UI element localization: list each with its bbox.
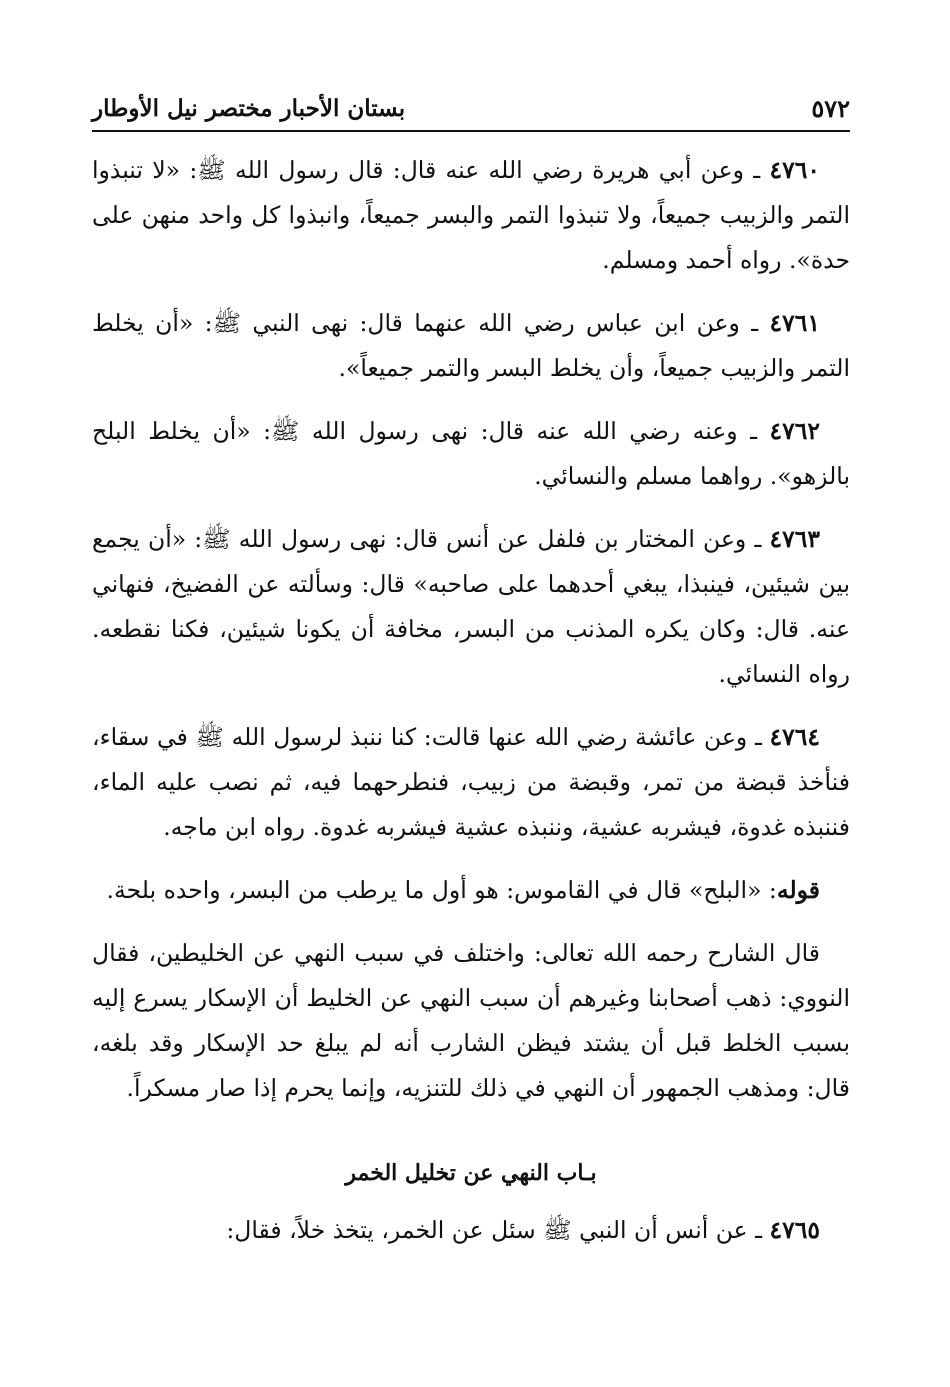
hadith-4762 bbox=[92, 409, 850, 499]
hadith-text: ـ وعن المختار بن فلفل عن أنس قال: نهى رسول الله ﷺ: «أن يجمع بين شيئين، فينبذا، يبغي أحدهما على صاحبه» قال: وسألته عن الفضيخ، فنهاني عنه. قال: وكان يكره المذنب من البسر، مخافة أن يكونا شيئين، فكنا نقطعه. رواه النسائي. bbox=[92, 525, 850, 688]
hadith-4760 bbox=[92, 148, 850, 283]
hadith-4761 bbox=[92, 301, 850, 391]
hadith-text: ـ وعن ابن عباس رضي الله عنهما قال: نهى النبي ﷺ: «أن يخلط التمر والزبيب جميعاً، وأن يخلط البسر والتمر جميعاً». bbox=[92, 309, 850, 382]
hadith-text: ـ وعن أبي هريرة رضي الله عنه قال: قال رسول الله ﷺ: «لا تنبذوا التمر والزبيب جميعاً، ولا تنبذوا التمر والبسر جميعاً، وانبذوا كل واحد منهن على حدة». رواه أحمد ومسلم. bbox=[92, 156, 850, 274]
hadith-text: ـ وعن عائشة رضي الله عنها قالت: كنا ننبذ لرسول الله ﷺ في سقاء، فنأخذ قبضة من تمر، وقبضة من زبيب، فنطرحهما فيه، ثم نصب عليه الماء، فننبذه غدوة، فيشربه عشية، وننبذه عشية فيشربه غدوة. رواه ابن ماجه. bbox=[92, 723, 850, 841]
commentary-paragraph bbox=[92, 868, 850, 913]
hadith-text: ـ وعنه رضي الله عنه قال: نهى رسول الله ﷺ: «أن يخلط البلح بالزهو». رواهما مسلم والنسائي. bbox=[92, 417, 850, 490]
commentary-lead: قوله bbox=[776, 876, 820, 904]
hadith-number: ٤٧٦٠ bbox=[769, 156, 820, 184]
page-header bbox=[92, 86, 850, 132]
hadith-number: ٤٧٦٤ bbox=[769, 723, 820, 751]
page-content bbox=[92, 148, 850, 1271]
hadith-text: ـ عن أنس أن النبي ﷺ سئل عن الخمر، يتخذ خلاً، فقال: bbox=[226, 1216, 770, 1244]
hadith-4765 bbox=[92, 1208, 850, 1253]
chapter-title: بـاب النهي عن تخليل الخمر bbox=[345, 1160, 597, 1186]
hadith-number: ٤٧٦٢ bbox=[769, 417, 820, 445]
hadith-number: ٤٧٦٣ bbox=[769, 525, 820, 553]
sharih-paragraph bbox=[92, 931, 850, 1111]
hadith-4763 bbox=[92, 517, 850, 697]
book-title: بستان الأحبار مختصر نيل الأوطار bbox=[92, 94, 406, 122]
hadith-number: ٤٧٦٥ bbox=[769, 1216, 820, 1244]
commentary-text: : «البلح» قال في القاموس: هو أول ما يرطب من البسر، واحده بلحة. bbox=[106, 876, 777, 904]
sharih-text: قال الشارح رحمه الله تعالى: واختلف في سبب النهي عن الخليطين، فقال النووي: ذهب أصحابنا وغيرهم أن سبب النهي عن الخليط أن الإسكار يسرع إليه بسبب الخلط قبل أن يشتد فيظن الشارب أنه لم يبلغ حد الإسكار وقد بلغه، قال: ومذهب الجمهور أن النهي في ذلك للتنزيه، وإنما يحرم إذا صار مسكراً. bbox=[92, 939, 850, 1102]
page-number: ٥٧٢ bbox=[811, 93, 850, 123]
hadith-number: ٤٧٦١ bbox=[769, 309, 820, 337]
hadith-4764 bbox=[92, 715, 850, 850]
